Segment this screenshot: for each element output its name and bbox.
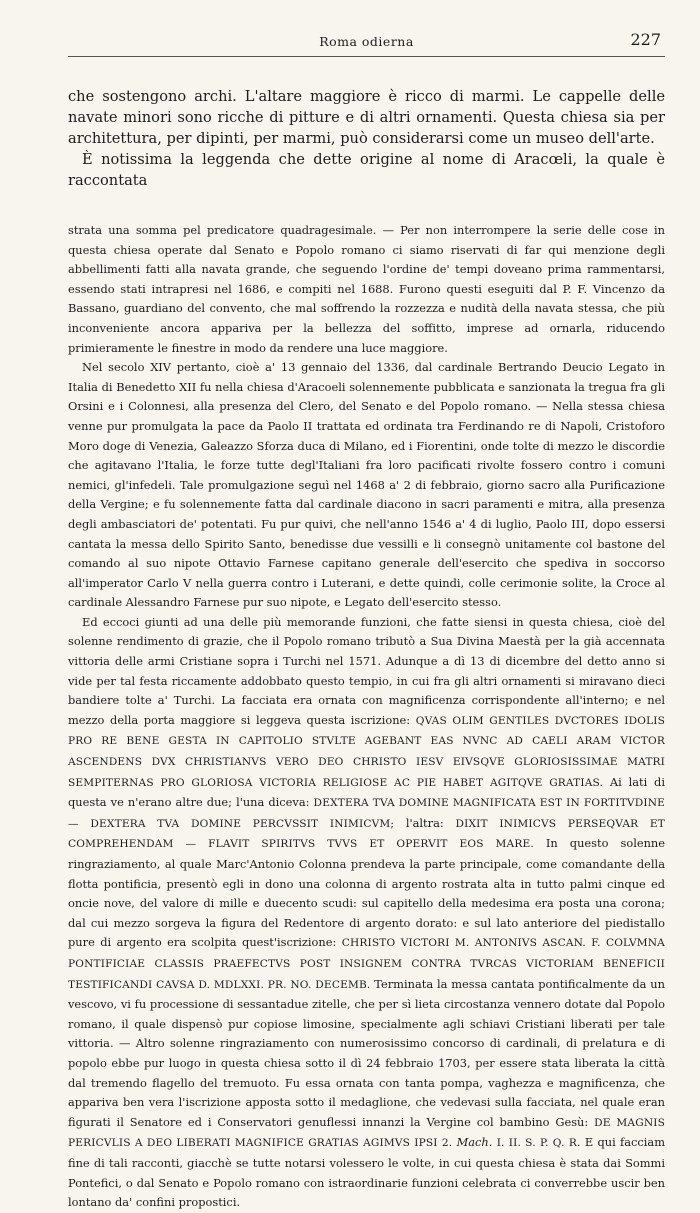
footnote-paragraph [68, 613, 665, 1213]
running-title: Roma odierna [319, 34, 414, 49]
footnote-paragraph: Nel secolo XIV pertanto, cioè a' 13 gennaio del 1336, dal cardinale Bertrando Deucio Legato in Italia di Benedetto XII fu nella chiesa d'Aracoeli solennemente pubblicata e sanzionata la tregua fra gli Orsini e i Colonnesi, alla presenza del Clero, del Senato e del Popolo romano. — Nella stessa chiesa venne pur promulgata la pace da Paolo II trattata ed ordinata tra Ferdinando re di Napoli, Cristoforo Moro doge di Venezia, Galeazzo Sforza duca di Milano, ed i Fiorentini, onde tolte di mezzo le discordie che agitavano l'Italia, le forze tutte degl'Italiani fra loro pacificati rivolte fossero contro i comuni nemici, gl'infedeli. Tale promulgazione seguì nel 1468 a' 2 di febbraio, giorno sacro alla Purificazione della Vergine; e fu solennemente fatta dal cardinale diacono in sacri paramenti e mitra, alla presenza degli ambasciatori de' potentati. Fu pur quivi, che nell'anno 1546 a' 4 di luglio, Paolo III, dopo essersi cantata la messa dello Spirito Santo, benedisse due vessilli e li consegnò unitamente col bastone del comando al suo nipote Ottavio Farnese capitano generale dell'esercito che spediva in soccorso all'imperator Carlo V nella guerra contro i Luterani, e dette quindi, colle cerimonie solite, la Croce al cardinale Alessandro Farnese pur suo nipote, e Legato dell'esercito stesso. [68, 360, 665, 610]
footnote-text: E qui facciam fine di tali racconti, giacchè se tutte notarsi volessero le volte, in cui questa chiesa è stata dai Sommi Pontefici, o dal Senato e Popolo romano con istraordinarie funzioni celebrata ci converrebbe uscir ben lontano da' confini propostici. [68, 1135, 666, 1210]
main-paragraph: che sostengono archi. L'altare maggiore è ricco di marmi. Le cappelle delle navate minori sono ricche di pitture e di altri ornamenti. Questa chiesa sia per architettura, per dipinti, per marmi, può considerarsi come un museo dell'arte. [68, 88, 665, 147]
footnote-text: l'altra: [405, 815, 444, 830]
latin-inscription: DE MAGNIS PERICVLIS A DEO LIBERATI MAGNIFICE GRATIAS AGIMVS IPSI 2. [68, 1116, 666, 1150]
main-text [68, 86, 665, 191]
latin-inscription: DIXIT INIMICVS PERSEQVAR ET COMPREHENDAM — FLAVIT SPIRITVS TVVS ET OPERVIT EOS MARE. [68, 817, 665, 851]
footnote-text: Ai lati di questa ve n'erano altre due; l'una diceva: [68, 774, 665, 810]
citation-abbrev: Mach. [456, 1135, 493, 1150]
main-paragraph: È notissima la leggenda che dette origine al nome di Aracœli, la quale è raccontata [68, 151, 665, 189]
page-header [68, 0, 665, 52]
header-rule [68, 56, 665, 57]
latin-inscription: I. II. S. P. Q. R. [496, 1137, 581, 1150]
page-number: 227 [630, 30, 661, 49]
footnote-paragraph: strata una somma pel predicatore quadragesimale. — Per non interrompere la serie delle cose in questa chiesa operate dal Senato e Popolo romano ci siamo riservati di far qui menzione degli abbellimenti fatti alla navata grande, che seguendo l'ordine de' tempi doveano prima rammentarsi, essendo stati intrapresi nel 1686, e compiti nel 1688. Furono questi eseguiti dal P. F. Vincenzo da Bassano, guardiano del convento, che mal soffrendo la rozzezza e nudità della navata stessa, che più inconveniente ancora appariva per la bellezza del soffitto, imprese ad ornarla, riducendo primieramente le finestre in modo da rendere una luce maggiore. [68, 223, 665, 355]
latin-inscription: CHRISTO VICTORI M. ANTONIVS ASCAN. F. COLVMNA PONTIFICIAE CLASSIS PRAEFECTVS POST INSIGNEM CONTRA TVRCAS VICTORIAM BENEFICII TESTIFICANDI CAVSA D. MDLXXI. PR. NO. DECEMB. [68, 937, 665, 991]
footnote-block [68, 221, 665, 1213]
footnote-text: In questo solenne ringraziamento, al quale Marc'Antonio Colonna prendeva la parte principale, come comandante della flotta pontificia, presentò egli in dono una colonna di argento rostrata alta in tutto palmi cinque ed oncie nove, del valore di mille e duecento scudi: sul capitello della medesima era posta una corona; dal cui mezzo sorgeva la figura del Redentore di argento dorato: e sul lato anteriore del piedistallo pure di argento era scolpita quest'iscrizione: [68, 836, 665, 950]
latin-inscription: QVAS OLIM GENTILES DVCTORES IDOLIS PRO RE BENE GESTA IN CAPITOLIO STVLTE AGEBANT EAS NVNC AD CAELI ARAM VICTOR ASCENDENS DVX CHRISTIANVS VERO DEO CHRISTO IESV EIVSQVE GLORIOSISSIMAE MATRI SEMPITERNAS PRO GLORIOSA VICTORIA RELIGIOSE AC PIE HABET AGITQVE GRATIAS. [68, 714, 666, 789]
footnote-text: Terminata la messa cantata pontificalmente da un vescovo, vi fu processione di sessantadue zitelle, che per sì lieta circostanza vennero dotate dal Popolo romano, il quale dispensò pur copiose limosine, specialmente agli schiavi Cristiani liberati per tale vittoria. — Altro solenne ringraziamento con numerosissimo concorso di cardinali, di prelatura e di popolo ebbe pur luogo in questa chiesa sotto il dì 24 febbraio 1703, per essere stata liberata la città dal tremendo flagello del tremuoto. Fu essa ornata con tanta pompa, vaghezza e magnificenza, che appariva ben vera l'iscrizione apposta sotto il medaglione, che vedevasi sulla facciata, nel quale eran figurati il Senatore ed i Conservatori genuflessi innanzi la Vergine col bambino Gesù: [68, 976, 665, 1129]
footnote-text: Ed eccoci giunti ad una delle più memorande funzioni, che fatte siensi in questa chiesa, cioè del solenne rendimento di grazie, che il Popolo romano tributò a Sua Divina Maestà per la già accennata vittoria delle armi Cristiane sopra i Turchi nel 1571. Adunque a dì 13 di dicembre del detto anno si vide per tal festa riccamente addobbato questo tempio, in cui fra gli altri ornamenti si miravano dieci bandiere tolte a' Turchi. La facciata era ornata con magnificenza corrispondente all'interno; e nel mezzo della porta maggiore si leggeva questa iscrizione: [68, 614, 665, 727]
latin-inscription: DEXTERA TVA DOMINE MAGNIFICATA EST IN FORTITVDINE — DEXTERA TVA DOMINE PERCVSSIT INIMICVM; [68, 797, 666, 830]
